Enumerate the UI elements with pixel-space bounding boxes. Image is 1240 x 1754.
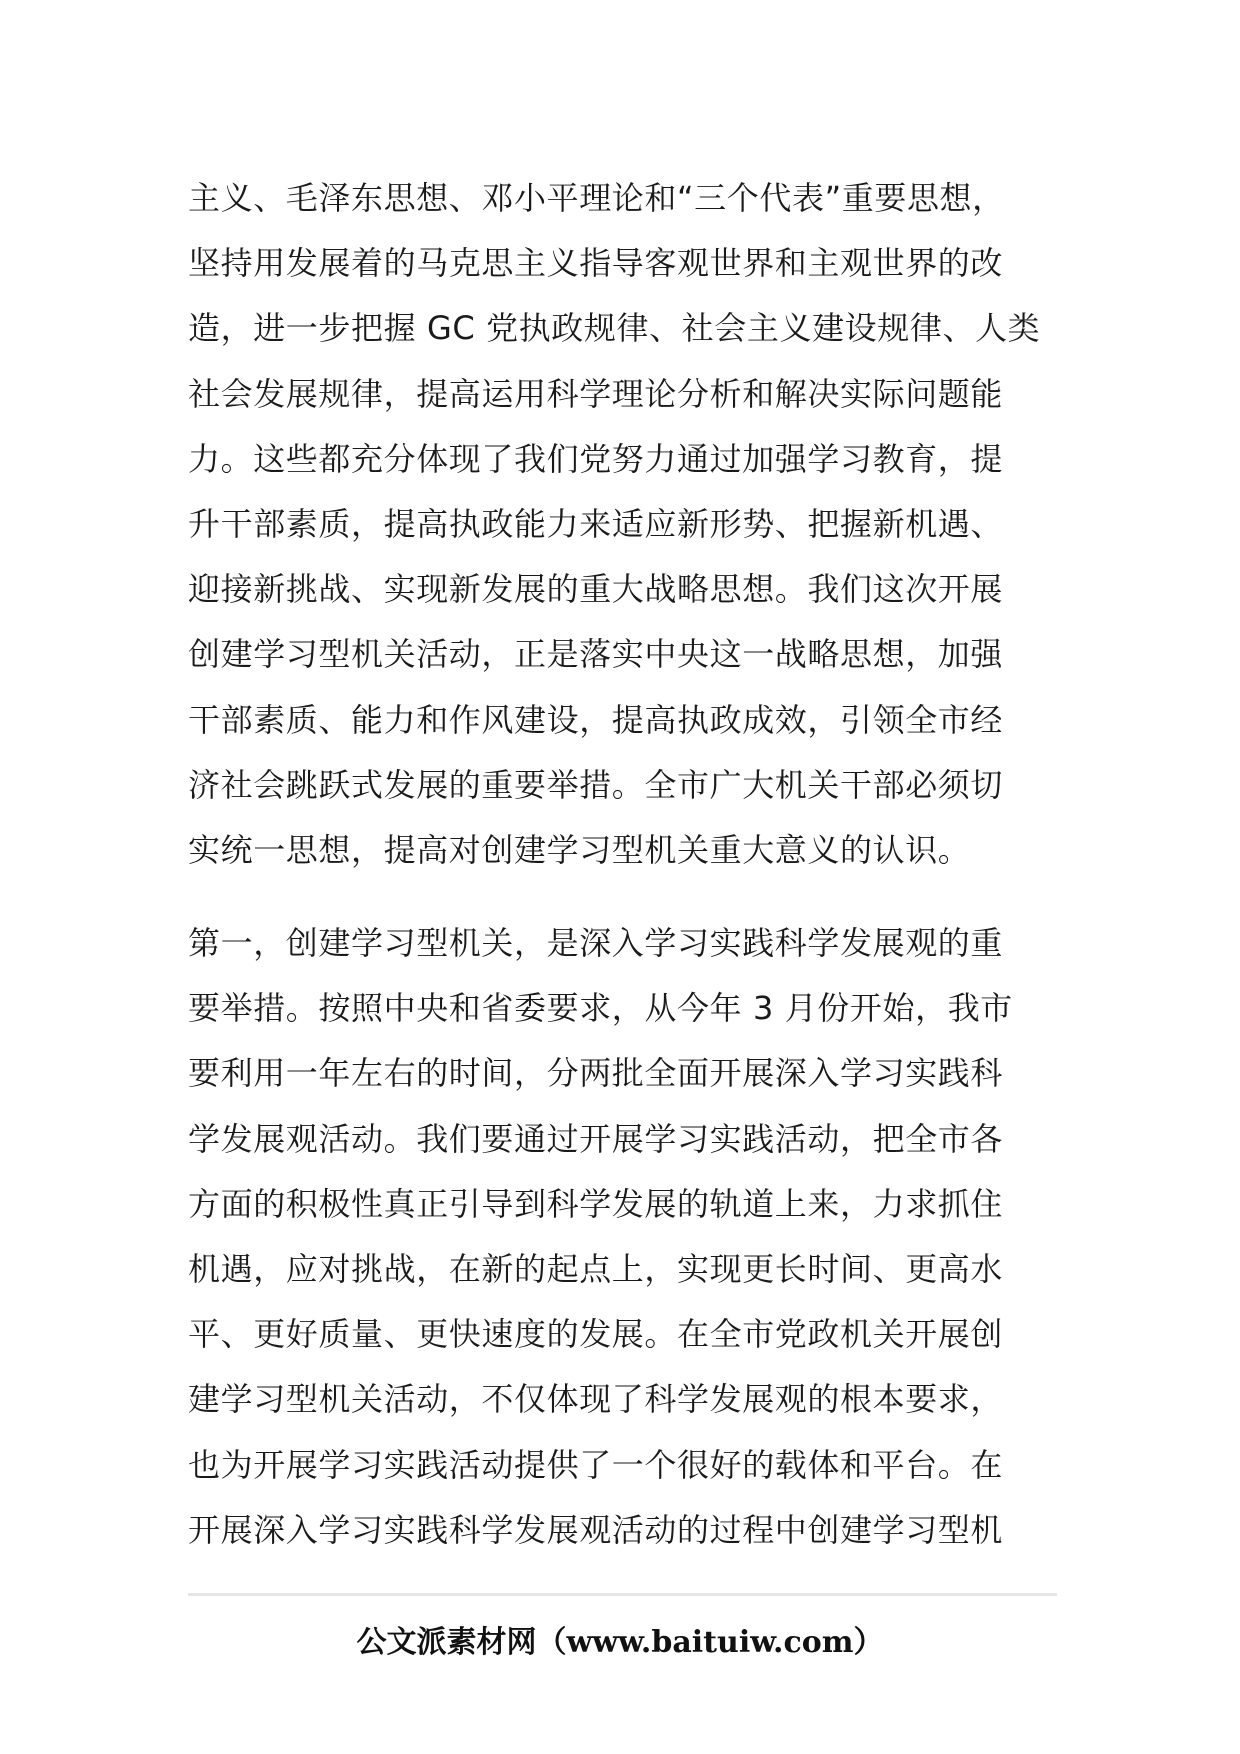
text-line: 开展深入学习实践科学发展观活动的过程中创建学习型机 [188, 1510, 1004, 1549]
text-line: 主义、毛泽东思想、邓小平理论和“三个代表”重要思想， [188, 179, 1005, 217]
text-line: 机遇，应对挑战，在新的起点上，实现更长时间、更高水 [188, 1250, 1004, 1288]
text-line: 干部素质、能力和作风建设，提高执政成效，引领全市经 [188, 700, 1004, 739]
text-line: 平、更好质量、更快速度的发展。在全市党政机关开展创 [188, 1315, 1004, 1354]
footer-source-text: 公文派素材网（www.baituiw.com） [356, 1625, 884, 1660]
paragraph [188, 166, 1068, 883]
text-line: 造，进一步把握 GC 党执政规律、社会主义建设规律、人类 [188, 309, 1041, 348]
text-line: 迎接新挑战、实现新发展的重大战略思想。我们这次开展 [188, 570, 1004, 609]
paragraph [188, 911, 1068, 1563]
text-line: 社会发展规律，提高运用科学理论分析和解决实际问题能 [188, 374, 1004, 413]
text-line: 第一，创建学习型机关，是深入学习实践科学发展观的重 [188, 924, 1004, 963]
text-line: 也为开展学习实践活动提供了一个很好的载体和平台。在 [188, 1445, 1004, 1484]
text-line: 方面的积极性真正引导到科学发展的轨道上来，力求抓住 [188, 1184, 1004, 1223]
text-line: 要利用一年左右的时间，分两批全面开展深入学习实践科 [188, 1054, 1004, 1093]
text-line: 升干部素质，提高执政能力来适应新形势、把握新机遇、 [188, 504, 1004, 543]
text-line: 建学习型机关活动，不仅体现了科学发展观的根本要求， [188, 1380, 1004, 1419]
text-line: 坚持用发展着的马克思主义指导客观世界和主观世界的改 [188, 244, 1004, 283]
document-body [188, 166, 1068, 1563]
footer-divider [188, 1593, 1057, 1596]
text-line: 学发展观活动。我们要通过开展学习实践活动，把全市各 [188, 1119, 1004, 1158]
text-line: 实统一思想，提高对创建学习型机关重大意义的认识。 [188, 830, 971, 869]
text-line: 要举措。按照中央和省委要求，从今年 3 月份开始，我市 [188, 989, 1013, 1028]
text-line: 力。这些都充分体现了我们党努力通过加强学习教育，提 [188, 439, 1004, 478]
text-line: 济社会跳跃式发展的重要举措。全市广大机关干部必须切 [188, 765, 1004, 804]
text-line: 创建学习型机关活动，正是落实中央这一战略思想，加强 [188, 635, 1004, 674]
